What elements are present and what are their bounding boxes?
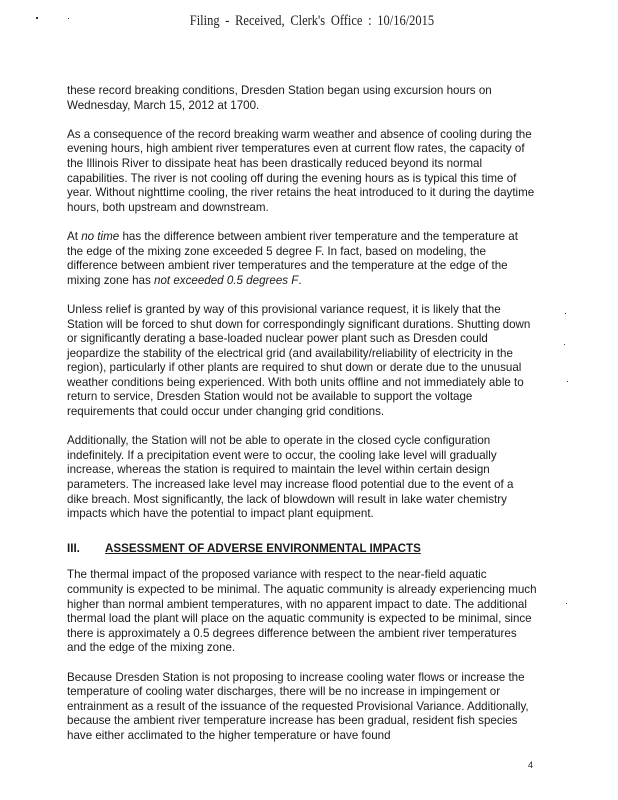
text-run: . <box>298 273 302 287</box>
text-run: has the difference between ambient river temperature and the temperature at the edge of the mixing zone exceeded 5 degree F. In fact, based on modeling, the difference between ambient river temperatures and the temperature at the edge of the mixing zone has <box>67 229 518 287</box>
paragraph-mixing-zone <box>67 230 537 288</box>
scan-speck <box>566 603 567 604</box>
section-number: III. <box>67 541 80 555</box>
paragraph-river-capacity: As a consequence of the record breaking warm weather and absence of cooling during the evening hours, high ambient river temperatures even at current flow rates, the capacity of the Illinois River to dissipate heat has been drastically reduced beyond its normal capabilities. The river is not cooling off during the evening hours as is typical this time of year. Without nighttime cooling, the river retains the heat introduced to it during the daytime hours, both upstream and downstream. <box>67 127 535 214</box>
emphasis-not-exceeded: not exceeded 0.5 degrees F <box>154 273 299 287</box>
paragraph-thermal-impact: The thermal impact of the proposed variance with respect to the near-field aquatic community is expected to be minimal. The aquatic community is already experiencing much higher than normal ambient temperatures, with no apparent impact to date. The additional thermal load the plant will place on the aquatic community is expected to be minimal, since there is approximately a 0.5 degrees difference between the ambient river temperatures and the edge of the mixing zone. <box>67 568 537 655</box>
section-title: ASSESSMENT OF ADVERSE ENVIRONMENTAL IMPACTS <box>105 541 421 555</box>
scan-speck <box>567 381 568 382</box>
emphasis-no-time: no time <box>81 229 120 243</box>
paragraph-excursion-hours: these record breaking conditions, Dresden Station began using excursion hours on Wednesday, March 15, 2012 at 1700. <box>67 84 492 112</box>
paragraph-shutdown-risk: Unless relief is granted by way of this provisional variance request, it is likely that the Station will be forced to shut down for correspondingly significant durations. Shutting down or significantly derating a base-loaded nuclear power plant such as Dresden could jeopardize the stability of the electrical grid (and availability/reliability of electricity in the region), particularly if other plants are required to shut down or derate due to the unusual weather conditions being experienced. With both units offline and not immediately able to return to service, Dresden Station would not be available to support the voltage requirements that could occur under changing grid conditions. <box>67 302 531 419</box>
document-body <box>67 84 537 758</box>
paragraph-impingement: Because Dresden Station is not proposing to increase cooling water flows or increase the temperature of cooling water discharges, there will be no increase in impingement or entrainment as a result of the issuance of the requested Provisional Variance. Additionally, because the ambient river temperature increase has been gradual, resident fish species have either acclimated to the higher temperature or have found <box>67 670 529 742</box>
scan-speck <box>565 313 566 314</box>
scan-speck <box>564 344 565 345</box>
filing-stamp: Filing - Received, Clerk's Office : 10/16/2015 <box>189 13 435 29</box>
paragraph-closed-cycle: Additionally, the Station will not be able to operate in the closed cycle configuration indefinitely. If a precipitation event were to occur, the cooling lake level will gradually increase, whereas the station is required to maintain the level within certain design parameters. The increased lake level may increase flood potential due to the event of a dike breach. Most significantly, the lack of blowdown will result in lake water chemistry impacts which have the potential to impact plant equipment. <box>67 434 514 521</box>
scan-speck <box>36 17 38 19</box>
section-heading <box>67 542 537 557</box>
text-run: At <box>67 229 82 243</box>
page-number: 4 <box>528 760 534 770</box>
